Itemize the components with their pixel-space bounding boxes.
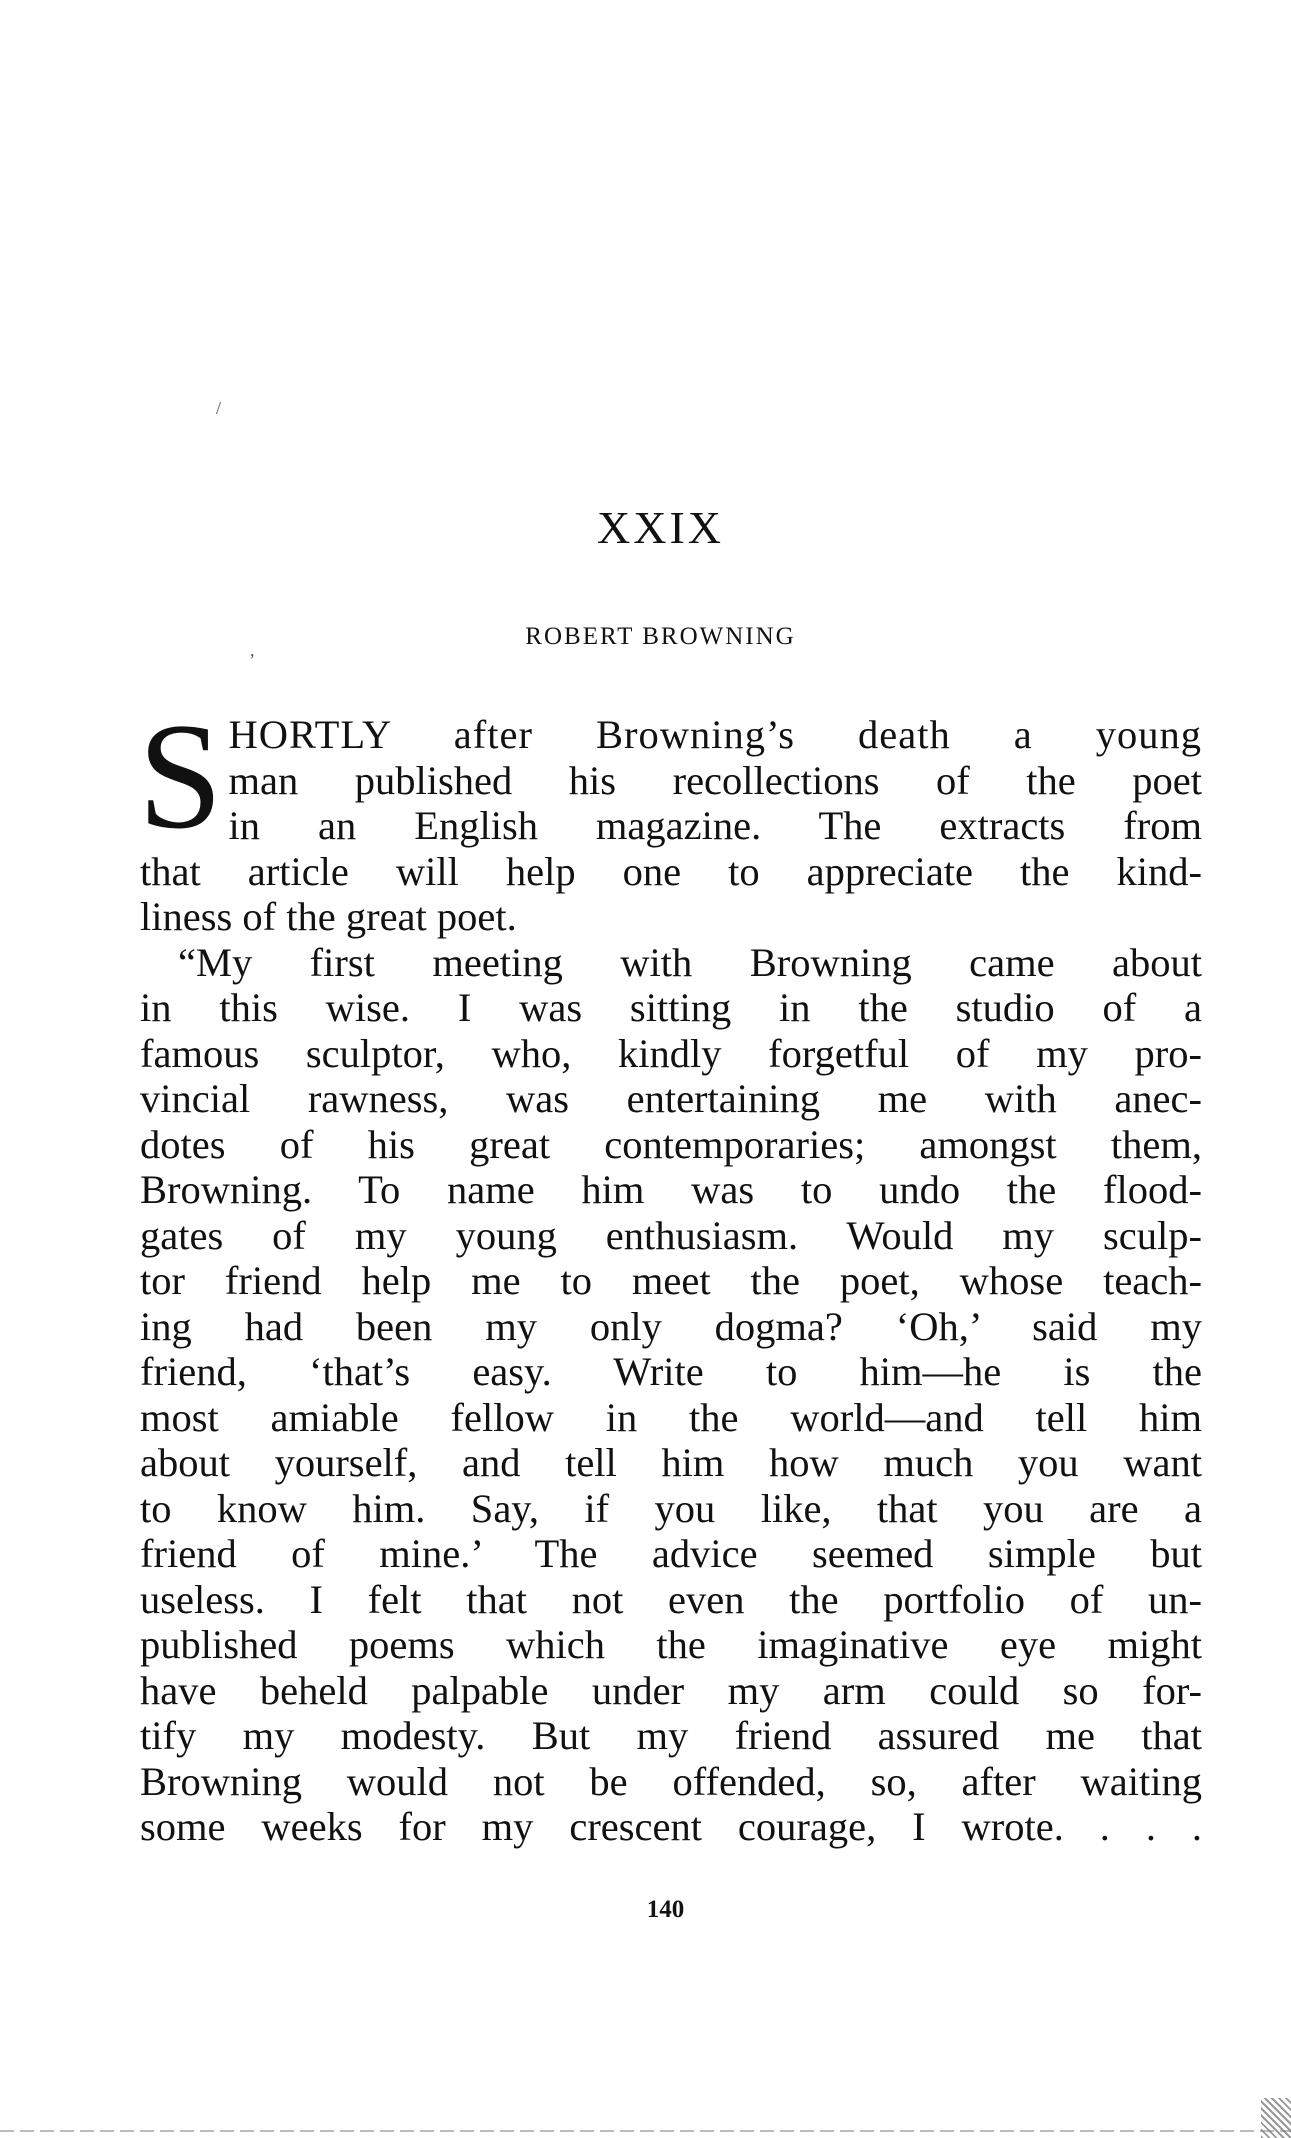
text-line: tify my modesty. But my friend assured me that [140, 1713, 1202, 1758]
paragraph-2 [140, 940, 1202, 1850]
scan-edge-line [0, 2130, 1291, 2132]
text-line: that article will help one to appreciate the kind- [140, 848, 1202, 894]
body-text [138, 692, 1202, 1850]
text-line: vincial rawness, was entertaining me with anec- [140, 1076, 1202, 1121]
text-line: in this wise. I was sitting in the studio of a [140, 985, 1202, 1030]
text-line: some weeks for my crescent courage, I wrote. . . . [140, 1804, 1202, 1849]
stray-mark: , [250, 640, 255, 660]
text-line: about yourself, and tell him how much you want [140, 1440, 1202, 1485]
text-line: liness of the great poet. [140, 894, 517, 939]
stray-mark: / [216, 398, 222, 418]
text-line: gates of my young enthusiasm. Would my sculp- [140, 1212, 1202, 1258]
text-line: Browning. To name him was to undo the flood- [140, 1167, 1202, 1212]
drop-cap: S [138, 692, 223, 860]
text-line: friend, ‘that’s easy. Write to him—he is the [140, 1349, 1202, 1394]
text-line: have beheld palpable under my arm could so for- [140, 1667, 1202, 1713]
text-line: Browning would not be offended, so, after waiting [140, 1758, 1202, 1804]
text-line: in an English magazine. The extracts from [228, 803, 1202, 848]
text-line: HORTLY after Browning’s death a young [228, 712, 1202, 757]
page-number: 140 [646, 1896, 685, 1923]
text-line: famous sculptor, who, kindly forgetful of my pro- [140, 1030, 1202, 1076]
paragraph-1 [138, 692, 1202, 940]
text-line: to know him. Say, if you like, that you are a [140, 1485, 1202, 1531]
text-line: published poems which the imaginative eye might [140, 1622, 1202, 1667]
text-line: “My first meeting with Browning came about [178, 939, 1202, 985]
text-line: useless. I felt that not even the portfolio of un- [140, 1576, 1202, 1622]
text-line: man published his recollections of the poet [228, 757, 1202, 803]
text-line: ing had been my only dogma? ‘Oh,’ said my [140, 1303, 1202, 1349]
chapter-number: XXIX [597, 502, 724, 553]
chapter-title: ROBERT BROWNING [525, 623, 796, 650]
text-line: friend of mine.’ The advice seemed simple but [140, 1531, 1202, 1576]
page-edge-mark [1261, 2098, 1291, 2138]
text-line: dotes of his great contemporaries; amongst them, [140, 1121, 1202, 1167]
text-line: tor friend help me to meet the poet, whose teach- [140, 1258, 1202, 1303]
text-line: most amiable fellow in the world—and tell him [140, 1394, 1202, 1440]
